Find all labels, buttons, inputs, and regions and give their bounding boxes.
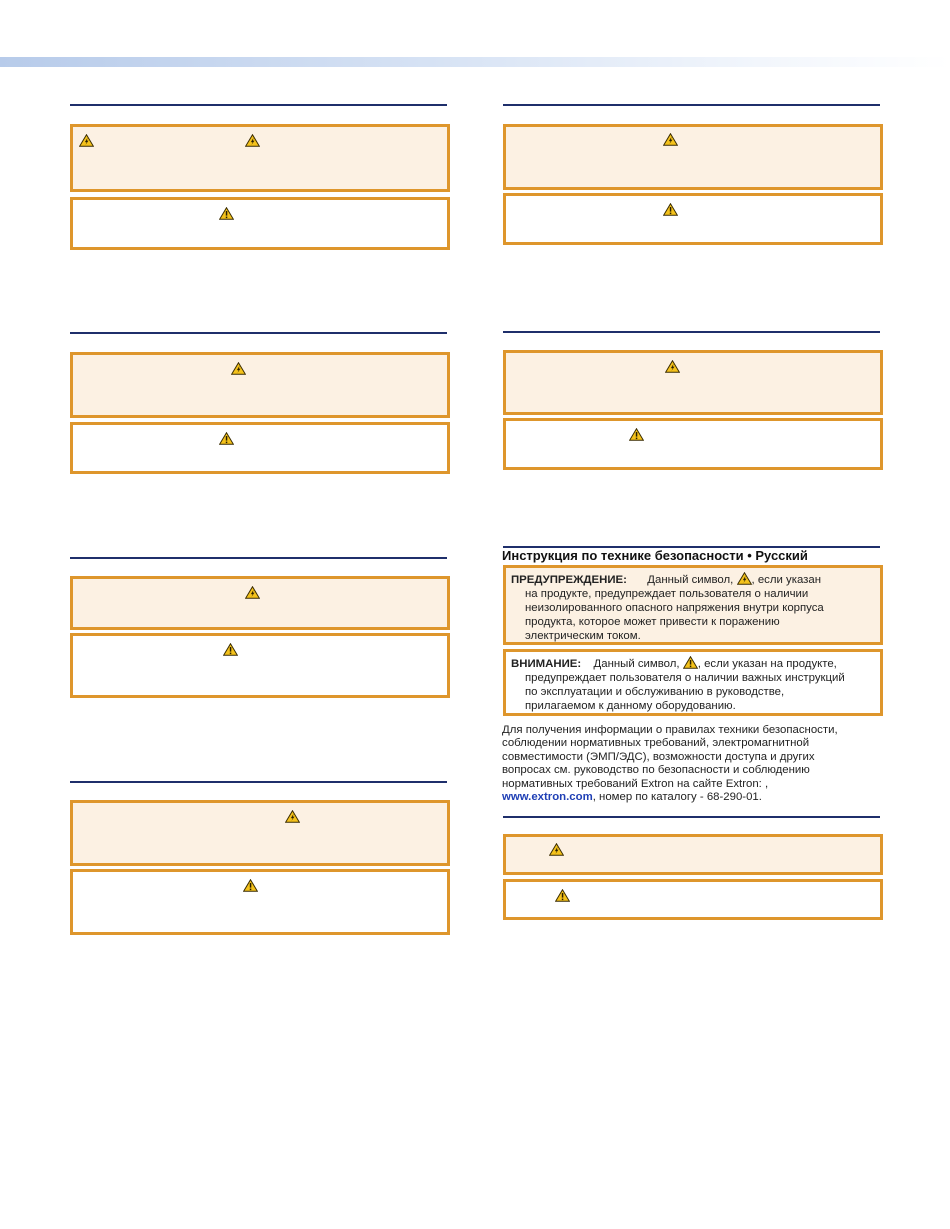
section-rule xyxy=(70,104,447,106)
caution-box xyxy=(503,649,883,716)
section-heading: Инструкция по технике безопасности • Русский xyxy=(502,548,808,563)
electric-shock-warning-icon xyxy=(245,586,260,599)
section-rule xyxy=(503,104,880,106)
caution-box xyxy=(503,193,883,245)
caution-text xyxy=(511,656,874,713)
exclamation-caution-icon xyxy=(219,207,234,220)
warning-box xyxy=(70,576,450,630)
exclamation-caution-icon xyxy=(555,889,570,902)
warning-line-5: электрическим током. xyxy=(525,630,641,642)
info-link-line: www.extron.com, номер по каталогу - 68-290-01. xyxy=(502,791,762,804)
warning-box xyxy=(503,565,883,645)
exclamation-caution-icon xyxy=(219,432,234,445)
exclamation-caution-icon xyxy=(629,428,644,441)
section-rule xyxy=(503,816,880,818)
electric-shock-warning-icon xyxy=(665,360,680,373)
electric-shock-warning-icon xyxy=(231,362,246,375)
electric-shock-warning-icon xyxy=(245,134,260,147)
caution-box xyxy=(503,879,883,920)
caution-box xyxy=(503,418,883,470)
section-rule xyxy=(503,331,880,333)
electric-shock-warning-icon xyxy=(79,134,94,147)
exclamation-caution-icon xyxy=(223,643,238,656)
electric-shock-warning-icon xyxy=(663,133,678,146)
electric-shock-warning-icon xyxy=(737,572,752,585)
warning-text xyxy=(511,572,874,643)
header-gradient-bar xyxy=(0,57,950,67)
caution-line-4: прилагаемом к данному оборудованию. xyxy=(525,700,736,712)
section-rule xyxy=(70,557,447,559)
electric-shock-warning-icon xyxy=(549,843,564,856)
info-paragraph: Для получения информации о правилах техники безопасности, соблюдении нормативных требований, электромагнитной совместимости (ЭМП/ЭДС), возможности доступа и других вопросах см. руководство по безопасности и соблюдению нормативных требований Extron на сайте Extron: , www.extron.com, номер по каталогу - 68-290-01. xyxy=(502,724,882,804)
caution-box xyxy=(70,633,450,698)
warning-box xyxy=(503,834,883,875)
extron-website-link[interactable]: www.extron.com xyxy=(502,791,593,804)
warning-line-4: продукта, которое может привести к поражению xyxy=(525,616,780,628)
warning-box xyxy=(70,352,450,418)
warning-line-3: неизолированного опасного напряжения внутри корпуса xyxy=(525,602,824,614)
warning-box xyxy=(70,124,450,192)
warning-box xyxy=(503,350,883,415)
caution-box xyxy=(70,869,450,935)
section-rule xyxy=(70,332,447,334)
warning-box xyxy=(503,124,883,190)
exclamation-caution-icon xyxy=(683,656,698,669)
caution-box xyxy=(70,422,450,474)
caution-line-1: ВНИМАНИЕ: Данный символ, , если указан на продукте, xyxy=(511,658,837,670)
warning-line-2: на продукте, предупреждает пользователя о наличии xyxy=(525,588,809,600)
exclamation-caution-icon xyxy=(243,879,258,892)
section-rule xyxy=(70,781,447,783)
caution-line-2: предупреждает пользователя о наличии важных инструкций xyxy=(525,672,845,684)
warning-line-1: ПРЕДУПРЕЖДЕНИЕ: Данный символ, , если указан xyxy=(511,574,822,586)
caution-box xyxy=(70,197,450,250)
warning-label: ПРЕДУПРЕЖДЕНИЕ: xyxy=(511,574,627,586)
caution-label: ВНИМАНИЕ: xyxy=(511,658,582,670)
exclamation-caution-icon xyxy=(663,203,678,216)
warning-box xyxy=(70,800,450,866)
caution-line-3: по эксплуатации и обслуживанию в руководстве, xyxy=(525,686,785,698)
electric-shock-warning-icon xyxy=(285,810,300,823)
